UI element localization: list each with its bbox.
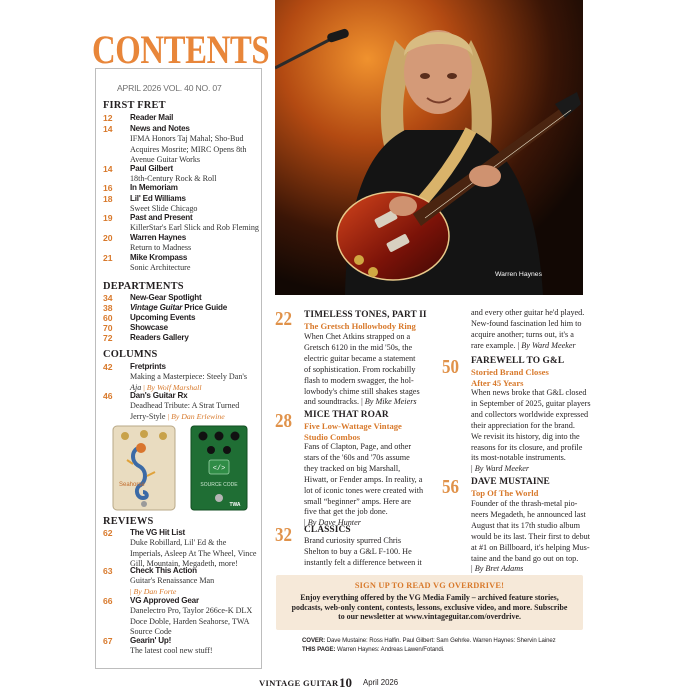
feature-page-number: 50	[442, 356, 459, 378]
page-number: 21	[103, 253, 113, 263]
body-line: instantly felt a difference between it	[304, 557, 422, 567]
byline-line: | By Bret Adams	[471, 564, 524, 574]
feature-title[interactable]: MICE THAT ROAR	[304, 410, 389, 420]
page-credits	[302, 646, 445, 653]
body-line: at #1 on Billboard, it's helping Mus-	[471, 542, 590, 552]
page-footer	[0, 676, 700, 690]
entry-desc-line: Aja | By Wolf Marshall	[130, 382, 202, 392]
entry-desc: Return to Madness	[130, 243, 192, 252]
section-heading-departments: DEPARTMENTS	[103, 281, 184, 292]
byline: By Wolf Marshall	[146, 382, 202, 392]
entry-desc: 18th-Century Rock & Roll	[130, 174, 217, 183]
entry-title: Readers Gallery	[130, 333, 189, 342]
entry-title: Dan's Guitar Rx	[130, 391, 188, 400]
cover-credits	[302, 637, 556, 644]
body-line: acquire another; turns out, it's a	[471, 329, 574, 339]
body-line: August that its 17th studio album	[471, 520, 580, 530]
twa-sub-label: SOURCE CODE	[200, 482, 238, 488]
body-line: reasons for its closure, and profile	[471, 442, 583, 452]
feature-subtitle: The Gretsch Hollowbody Ring	[304, 321, 416, 331]
issue-info: APRIL 2026 VOL. 40 NO. 07	[117, 83, 222, 93]
page-number: 63	[103, 566, 113, 576]
entry-title: Mike Krompass	[130, 253, 188, 262]
seahorse-pedal	[113, 426, 175, 510]
page-title: CONTENTS	[92, 27, 270, 72]
entry-desc: Danelectro Pro, Taylor 266ce-K DLX	[130, 606, 253, 615]
signup-line: to our newsletter at www.vintageguitar.com/overdrive.	[338, 612, 521, 622]
page-number: 70	[103, 323, 113, 333]
entry-title: Lil' Ed Williams	[130, 194, 186, 203]
entry-desc: Jerry-Style	[130, 411, 166, 421]
entry-title: Paul Gilbert	[130, 164, 174, 173]
pedal-illustration	[103, 424, 255, 512]
toc-entry[interactable]	[103, 313, 259, 323]
toc-entry[interactable]	[103, 323, 259, 333]
feature-page-number: 56	[442, 476, 459, 498]
magazine-name: VINTAGE GUITAR	[259, 678, 339, 688]
feature-body	[304, 536, 422, 569]
warren-haynes-photo	[275, 0, 583, 295]
body-line: Fans of Clapton, Page, and other	[304, 442, 412, 451]
entry-title: Fretprints	[130, 362, 166, 371]
entry-title-rest: Price Guide	[182, 303, 228, 312]
entry-desc: Sonic Architecture	[130, 263, 191, 272]
feature-page-number: 32	[275, 524, 292, 546]
entry-desc: Doce Doble, Harden Seahorse, TWA	[130, 616, 250, 626]
byline: By Dan Forte	[133, 586, 177, 596]
newsletter-signup-banner[interactable]	[276, 575, 583, 630]
twa-label: TWA	[229, 502, 241, 508]
body-line: and soundtracks. | By Mike Meiers	[304, 397, 417, 407]
entry-title: Upcoming Events	[130, 313, 196, 322]
credits-label: THIS PAGE:	[302, 646, 336, 653]
subtitle-line: Studio Combos	[304, 431, 361, 442]
entry-title: In Memoriam	[130, 183, 178, 192]
subtitle-line: Five Low-Wattage Vintage	[304, 421, 402, 431]
hero-photo	[275, 0, 583, 295]
page-number: 20	[103, 233, 113, 243]
body-line: We revisit its history, dig into the	[471, 431, 580, 441]
signup-heading: SIGN UP TO READ VG OVERDRIVE!	[354, 581, 505, 590]
body-line: of sophistication. From rockabilly	[304, 364, 416, 374]
page-number: 66	[103, 596, 113, 606]
byline: By Dave Hunter	[307, 518, 361, 528]
body-line: and every other guitar he'd played.	[471, 308, 585, 317]
entry-desc: Acquires Mosrite; MIRC Opens 8th	[130, 144, 247, 154]
credits-text: Warren Haynes: Andreas Lawen/Fotandi.	[335, 646, 445, 653]
svg-text:</>: </>	[212, 465, 226, 473]
subtitle-line: Storied Brand Closes	[471, 367, 549, 377]
signup-line: Enjoy everything offered by the VG Media Family – archived feature stories,	[300, 593, 559, 602]
entry-desc: The latest cool new stuff!	[130, 646, 213, 655]
entry-desc: Deadhead Tribute: A Strat Turned	[130, 401, 240, 410]
folio-number: 10	[339, 675, 352, 690]
toc-entry[interactable]	[103, 333, 259, 343]
feature-page-number: 28	[275, 410, 292, 432]
byline-line: | By Dan Forte	[130, 586, 177, 596]
body-line: lowbody's chime still shakes stages	[304, 386, 420, 396]
feature-body	[471, 388, 591, 475]
entry-title	[130, 303, 227, 312]
entry-desc: Gill, Mountain, Megadeth, more!	[130, 559, 238, 569]
page-number: 34	[103, 293, 113, 303]
credits-text: Dave Mustaine: Ross Halfin. Paul Gilbert: Sam Gehrke. Warren Haynes: Shervin Lainez	[325, 637, 556, 644]
feature-title[interactable]: CLASSICS	[304, 525, 351, 535]
entry-title: News and Notes	[130, 124, 190, 133]
feature-page-number: 22	[275, 308, 292, 330]
issue-date: April 2026	[363, 678, 399, 687]
section-heading-reviews: REVIEWS	[103, 516, 154, 527]
page-number: 19	[103, 213, 113, 223]
byline: By Ward Meeker	[474, 464, 530, 474]
entry-title-italic: Vintage Guitar	[130, 303, 183, 312]
feature-subtitle: Top Of The World	[471, 488, 539, 498]
entry-title: VG Approved Gear	[130, 596, 199, 605]
seahorse-label: Seahorse	[119, 482, 145, 488]
entry-desc-line: Jerry-Style | By Dan Erlewine	[130, 411, 225, 421]
entry-title: Past and Present	[130, 213, 193, 222]
byline: By Ward Meeker	[521, 340, 576, 350]
page-number: 42	[103, 362, 113, 372]
pedal-photos	[103, 424, 255, 512]
feature-title[interactable]: TIMELESS TONES, PART II	[304, 310, 427, 320]
signup-text	[276, 593, 583, 622]
section-heading-first-fret: FIRST FRET	[103, 100, 166, 111]
byline: By Bret Adams	[474, 564, 524, 574]
entry-title: Gearin' Up!	[130, 636, 172, 645]
body-line: in September of 2025, guitar players	[471, 398, 591, 408]
body-line: taine and the band go out on top.	[471, 553, 579, 563]
byline-line: | By Ward Meeker	[471, 464, 530, 474]
page-number: 18	[103, 194, 113, 204]
toc-entry[interactable]	[103, 293, 259, 303]
byline: By Mike Meiers	[364, 397, 417, 407]
body-line: New-found fascination led him to	[471, 318, 582, 328]
feature-title[interactable]: FAREWELL TO G&L	[471, 356, 565, 366]
entry-desc: IFMA Honors Taj Mahal; Sho-Bud	[130, 134, 244, 143]
twa-pedal	[191, 426, 247, 510]
body-line: and collectors worldwide expressed	[471, 409, 589, 419]
page-number: 12	[103, 113, 113, 123]
feature-title[interactable]: DAVE MUSTAINE	[471, 477, 550, 487]
signup-line: podcasts, web-only content, contests, lessons, exclusive video, and more. Subscribe	[291, 602, 568, 612]
body-line: When news broke that G&L closed	[471, 388, 587, 397]
entry-desc: KillerStar's Earl Slick and Rob Fleming	[130, 223, 259, 232]
page-number: 14	[103, 124, 113, 134]
body-line: neers Megadeth, he announced last	[471, 509, 586, 519]
page-number: 46	[103, 391, 113, 401]
body-line: Founder of the thrash-metal pio-	[471, 499, 578, 508]
page-number: 60	[103, 313, 113, 323]
entry-desc: Sweet Slide Chicago	[130, 204, 198, 213]
page-number: 14	[103, 164, 113, 174]
body-line: five that get the job done.	[304, 507, 388, 517]
body-line: Gretsch 6120 in the mid '50s, the	[304, 342, 413, 352]
page-number: 62	[103, 528, 113, 538]
body-line: Shelton to buy a G&L F-100. He	[304, 546, 412, 556]
page-number: 16	[103, 183, 113, 193]
entry-desc-italic: Aja	[130, 382, 142, 392]
entry-title: The VG Hit List	[130, 528, 186, 537]
feature-body	[471, 499, 590, 575]
body-line: Brand curiosity spurred Chris	[304, 536, 402, 545]
photo-caption: Warren Haynes	[495, 271, 542, 278]
entry-desc: Guitar's Renaissance Man	[130, 576, 215, 585]
feature-subtitle	[304, 421, 402, 442]
body-line: small “beginner” amps. Here are	[304, 496, 412, 506]
entry-title: New-Gear Spotlight	[130, 293, 202, 302]
body-line: their appreciation for the brand.	[471, 420, 575, 430]
body-line: lot of iconic tones were created with	[304, 485, 424, 495]
page-number: 38	[103, 303, 113, 313]
entry-desc: Making a Masterpiece: Steely Dan's	[130, 372, 247, 381]
body-line: flash to modern swagger, the hol-	[304, 375, 414, 385]
feature-body-continued	[471, 308, 584, 352]
section-heading-columns: COLUMNS	[103, 349, 158, 360]
body-line-text: rare example.	[471, 340, 516, 350]
body-line: Hiwatt, or Fender amps. In reality, a	[304, 474, 423, 484]
byline: By Dan Erlewine	[171, 411, 225, 421]
page-number: 67	[103, 636, 113, 646]
entry-title: Reader Mail	[130, 113, 174, 122]
entry-title: Showcase	[130, 323, 168, 332]
body-line: When Chet Atkins strapped on a	[304, 332, 411, 341]
entry-desc: Avenue Guitar Works	[130, 155, 201, 165]
credits-label: COVER:	[302, 637, 326, 644]
subtitle-line: After 45 Years	[471, 377, 524, 388]
body-line: rare example. | By Ward Meeker	[471, 340, 576, 350]
entry-desc: Imperials, Asleep At The Wheel, Vince	[130, 548, 257, 558]
body-line: would be its last. Their first to debut	[471, 531, 591, 541]
feature-body	[304, 442, 423, 529]
body-line: its most-notable instruments.	[471, 453, 566, 463]
body-line: electric guitar became a statement	[304, 353, 416, 363]
entry-title: Warren Haynes	[130, 233, 187, 242]
entry-title: Check This Action	[130, 566, 197, 575]
toc-entry[interactable]	[103, 303, 259, 313]
feature-subtitle	[471, 367, 549, 388]
page-number: 72	[103, 333, 113, 343]
body-line: stars of the '60s and '70s assume	[304, 452, 410, 462]
byline-line: | By Dave Hunter	[304, 518, 361, 528]
body-line: they tracked on big Marshall,	[304, 463, 401, 473]
entry-desc: Source Code	[130, 627, 172, 637]
body-line-text: and soundtracks.	[304, 397, 360, 407]
feature-body	[304, 332, 420, 408]
entry-desc: Duke Robillard, Lil' Ed & the	[130, 538, 227, 547]
